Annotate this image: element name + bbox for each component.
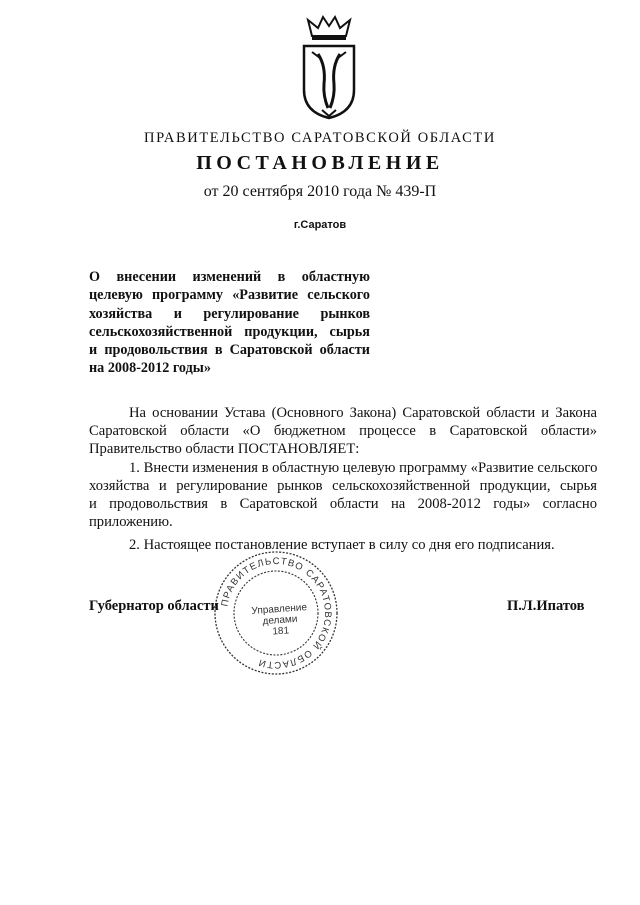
coat-of-arms-emblem	[298, 14, 360, 122]
stamp-center-line: делами	[262, 613, 298, 628]
signatory-name: П.Л.Ипатов	[507, 598, 585, 614]
item-1-line: приложению.	[89, 514, 173, 531]
subject-line: сельскохозяйственной продукции, сырья	[89, 323, 370, 340]
subject-line: на 2008-2012 годы»	[89, 360, 211, 377]
subject-line: хозяйства и регулирование рынков	[89, 305, 370, 322]
subject-line: и продовольствия в Саратовской области	[89, 342, 370, 359]
stamp-center-line: Управление	[251, 602, 308, 617]
document-body	[89, 404, 597, 555]
date-and-number: от 20 сентября 2010 года № 439-П	[203, 183, 437, 200]
item-1-line: хозяйства и регулирование рынков сельскохозяйственной продукции, сырья	[89, 477, 597, 494]
body-line: Саратовской области «О бюджетном процессе в Саратовской области»	[89, 423, 597, 440]
document-type-heading: ПОСТАНОВЛЕНИЕ	[196, 152, 444, 174]
item-1-line: и продовольствия в Саратовской области на 2008-2012 годы» согласно	[89, 496, 597, 513]
item-2-line: 2. Настоящее постановление вступает в силу со дня его подписания.	[129, 537, 555, 554]
stamp-ring-text: ПРАВИТЕЛЬСТВО САРАТОВСКОЙ ОБЛАСТИ	[219, 555, 334, 671]
stamp-center-text	[247, 602, 313, 639]
document-subject	[89, 268, 370, 378]
signatory-position: Губернатор области	[89, 598, 219, 614]
item-1-line: 1. Внести изменения в областную целевую программу «Развитие сельского	[129, 459, 598, 476]
issue-city: г.Саратов	[293, 219, 347, 231]
body-line: Правительство области ПОСТАНОВЛЯЕТ:	[89, 441, 360, 458]
body-line: На основании Устава (Основного Закона) Саратовской области и Закона	[129, 405, 597, 421]
subject-line: О внесении изменений в областную	[89, 269, 370, 285]
subject-line: целевую программу «Развитие сельского	[89, 287, 370, 304]
stamp-center-line: 181	[272, 625, 290, 638]
organization-title: ПРАВИТЕЛЬСТВО САРАТОВСКОЙ ОБЛАСТИ	[144, 130, 496, 146]
